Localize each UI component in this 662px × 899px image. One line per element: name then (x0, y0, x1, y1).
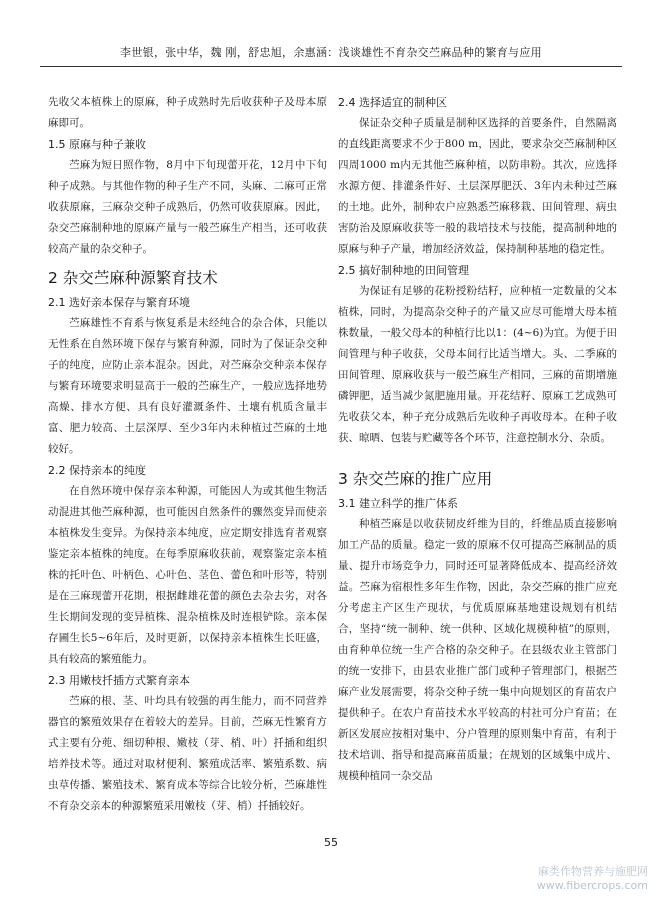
page-number: 55 (324, 836, 338, 849)
watermark (537, 865, 648, 893)
paragraph-1-5: 苎麻为短日照作物，8月中下旬现蕾开花，12月中下旬种子成熟。与其他作物的种子生产不同，头麻、二麻可正常收获原麻，三麻杂交种子成熟后，仍然可收获原麻。因此，杂交苎麻制种地的原麻产量与一般苎麻生产相当，还可收获较高产量的杂交种子。 (48, 159, 327, 255)
paragraph-2-4: 保证杂交种子质量是制种区选择的首要条件，自然隔离的直线距离要求不少于800 m，因此，要求杂交苎麻制种区四周1000 m内无其他苎麻种植，以防串粉。其次，应选择水源方便、排灌条件好、土层深厚肥沃、3年内未种过苎麻的土地。此外，制种农户应熟悉苎麻移栽、田间管理、病虫害防治及原麻收获等一般的栽培技术与技能，提高制种地的原麻与种子产量，增加经济效益，保持制种基地的稳定性。 (338, 117, 617, 255)
paragraph-continued: 先收父本植株上的原麻，种子成熟时先后收获种子及母本原麻即可。 (48, 96, 327, 129)
paragraph-2-1: 苎麻雄性不育系与恢复系是未经纯合的杂合体，只能以无性系在自然环境下保存与繁育种源，同时为了保证杂交种子的纯度，应防止亲本混杂。因此，对苎麻杂交种亲本保存与繁育环境要求明显高于一般的苎麻生产，一般应选择地势高燥、排水方便、具有良好灌溉条件、土壤有机质含量丰富、肥力较高、土层深厚、至少3年内未种植过苎麻的土地较好。 (48, 317, 327, 455)
section-heading-3-1: 3.1 建立科学的推广体系 (338, 497, 458, 510)
watermark-site-name: 麻类作物营养与施肥网 (538, 865, 648, 878)
section-heading-2-3: 2.3 用嫩枝扦插方式繁育亲本 (48, 674, 190, 687)
section-heading-2-1: 2.1 选好亲本保存与繁育环境 (48, 296, 190, 309)
section-heading-2: 2 杂交苎麻种源繁育技术 (48, 269, 218, 287)
paragraph-2-5: 为保证有足够的花粉授粉结籽，应种植一定数量的父本植株，同时，为提高杂交种子的产量又应尽可能增大母本植株数量，一般父母本的种植行比以1：(4~6)为宜。为便于田间管理与种子收获，父母本间行比适当增大。头、二季麻的田间管理、原麻收获与一般苎麻生产相同，三麻的苗期增施磷钾肥，适当减少氮肥施用量。开花结籽、原麻工艺成熟可先收获父本，种子充分成熟后先收种子再收母本。在种子收获、晾晒、包装与贮藏等各个环节，注意控制水分、杂质。 (338, 285, 617, 444)
paragraph-2-3: 苎麻的根、茎、叶均具有较强的再生能力，而不同营养器官的繁殖效果存在着较大的差异。目前，苎麻无性繁育方式主要有分蔸、细切种根、嫩枝（芽、梢、叶）扦插和组织培养技术等。通过对取材便利、繁殖成活率、繁殖系数、病虫草传播、繁殖技术、繁育成本等综合比较分析，苎麻雄性不育杂交亲本的种源繁殖采用嫩枝（芽、梢）扦插较好。 (48, 695, 327, 812)
left-column (48, 92, 327, 817)
paragraph-3-1: 种植苎麻是以收获韧皮纤维为目的，纤维品质直接影响加工产品的质量。稳定一致的原麻不仅可提高苎麻制品的质量、提升市场竞争力，同时还可显著降低成本、提高经济效益。苎麻为宿根性多年生作物，因此，杂交苎麻的推广应充分考虑主产区生产现状，与优质原麻基地建设规划有机结合，坚持“统一制种、统一供种、区域化规模种植”的原则，由育种单位统一生产合格的杂交种子。在县级农业主管部门的统一安排下，由县农业推广部门或种子管理部门，根据苎麻产业发展需要，将杂交种子统一集中向规划区的育苗农户提供种子。在农户育苗技术水平较高的村社可分户育苗；在新区发展应按相对集中、分户管理的原则集中育苗，有利于技术培训、指导和提高麻苗质量；在规划的区域集中成片、规模种植同一杂交品 (338, 518, 617, 782)
section-heading-2-5: 2.5 搞好制种地的田间管理 (338, 264, 469, 277)
right-column (338, 92, 617, 787)
section-heading-2-2: 2.2 保持亲本的纯度 (48, 464, 146, 477)
section-heading-1-5: 1.5 原麻与种子兼收 (48, 138, 146, 151)
running-title: 李世银，张中华，魏 刚，舒忠旭，余惠涵：浅谈雄性不育杂交苎麻品种的繁育与应用 (120, 46, 542, 59)
watermark-url: www.fibercrops.com (536, 879, 648, 892)
section-heading-2-4: 2.4 选择适宜的制种区 (338, 96, 447, 109)
paragraph-2-2: 在自然环境中保存亲本种源，可能因人为或其他生物活动混进其他苎麻种源，也可能因自然条件的骤然变异而使亲本植株发生变异。为保持亲本纯度，应定期安排选育者观察鉴定亲本植株的纯度。在每季原麻收获前，观察鉴定亲本植株的托叶色、叶柄色、心叶色、茎色、蕾色和叶形等，特别是在三麻现蕾开花期，根据雌雄花蕾的颜色去杂去劣，对各生长期间发现的变异植株、混杂植株及时连根铲除。亲本保存圃生长5~6年后，及时更新，以保持亲本植株生长旺盛，具有较高的繁殖能力。 (48, 485, 327, 665)
running-header (40, 26, 622, 67)
section-heading-3: 3 杂交苎麻的推广应用 (338, 470, 493, 488)
